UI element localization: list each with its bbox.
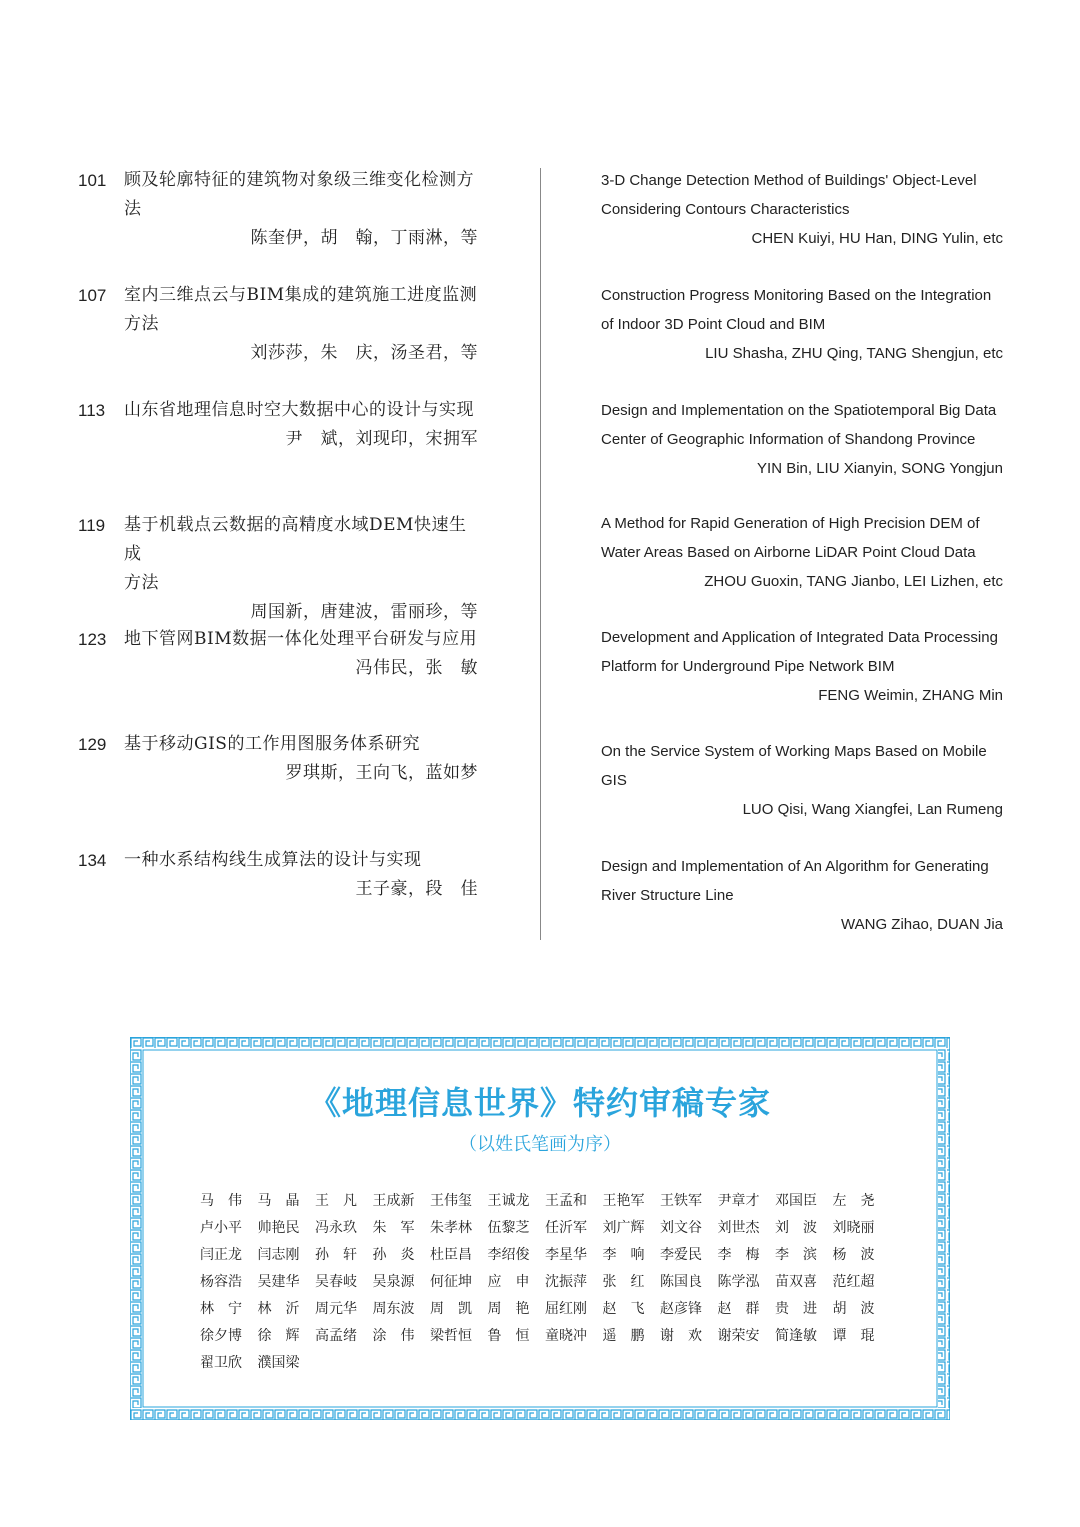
reviewer-name: 左 尧 [832, 1193, 875, 1209]
en-authors: YIN Bin, LIU Xianyin, SONG Yongjun [757, 460, 1003, 477]
reviewer-name: 鲁 恒 [487, 1328, 530, 1344]
en-title-line: Design and Implementation of An Algorithm for Generating [601, 858, 989, 875]
toc-entry-cn [78, 846, 478, 904]
reviewer-name: 涂 伟 [372, 1328, 415, 1344]
reviewer-name: 屈红刚 [545, 1301, 587, 1317]
en-authors: ZHOU Guoxin, TANG Jianbo, LEI Lizhen, etc [704, 573, 1003, 590]
reviewer-name: 何征坤 [430, 1274, 472, 1290]
reviewer-name: 赵 群 [717, 1301, 760, 1317]
reviewer-panel-subtitle: （以姓氏笔画为序） [459, 1134, 621, 1155]
reviewer-name: 胡 波 [832, 1301, 875, 1317]
reviewer-name: 周东波 [372, 1301, 415, 1317]
cn-title-line: 方法 [124, 573, 159, 593]
cn-title-line: 山东省地理信息时空大数据中心的设计与实现 [124, 400, 474, 420]
reviewer-name: 孙 轩 [315, 1247, 357, 1263]
cn-title-line: 地下管网BIM数据一体化处理平台研发与应用 [124, 629, 478, 649]
reviewer-name: 遥 鹏 [602, 1328, 645, 1344]
cn-title-line: 顾及轮廓特征的建筑物对象级三维变化检测方 [124, 170, 474, 190]
reviewer-name: 李绍俊 [487, 1247, 530, 1263]
reviewer-name: 贵 进 [775, 1301, 817, 1317]
reviewer-name: 李 响 [602, 1247, 645, 1263]
cn-title-line: 法 [124, 199, 142, 219]
toc-entry-en [601, 396, 1003, 483]
reviewer-name: 卢小平 [200, 1220, 242, 1236]
reviewer-panel-title: 《地理信息世界》特约审稿专家 [308, 1084, 771, 1122]
cn-authors: 尹 斌，刘现印，宋拥军 [285, 429, 478, 449]
en-title-line: Development and Application of Integrated Data Processing [601, 629, 998, 646]
toc-entry-en [601, 509, 1003, 596]
reviewer-name: 李星华 [545, 1247, 587, 1263]
reviewer-name: 刘广辉 [602, 1220, 645, 1236]
en-title-line: Construction Progress Monitoring Based on the Integration [601, 287, 992, 304]
en-authors: CHEN Kuiyi, HU Han, DING Yulin, etc [751, 230, 1003, 247]
reviewer-name: 邓国臣 [775, 1193, 817, 1209]
cn-authors: 陈奎伊，胡 翰，丁雨淋，等 [250, 228, 478, 248]
cn-authors: 冯伟民，张 敏 [355, 658, 478, 678]
reviewer-name: 冯永玖 [315, 1220, 357, 1236]
reviewer-name: 徐夕博 [200, 1328, 242, 1344]
reviewer-name: 梁哲恒 [430, 1328, 472, 1344]
en-title-line: On the Service System of Working Maps Based on Mobile [601, 743, 987, 760]
reviewer-name: 伍黎芝 [487, 1220, 530, 1236]
reviewer-name: 林 沂 [257, 1301, 300, 1317]
reviewer-name: 赵 飞 [602, 1301, 645, 1317]
reviewer-name: 任沂军 [545, 1220, 587, 1236]
reviewer-name: 高孟绪 [315, 1328, 357, 1344]
cn-title-line: 室内三维点云与BIM集成的建筑施工进度监测 [124, 285, 478, 305]
reviewer-name: 徐 辉 [257, 1328, 300, 1344]
reviewer-name: 谢荣安 [717, 1328, 760, 1344]
toc-entry-en [601, 852, 1003, 939]
reviewer-name: 赵彦锋 [660, 1301, 702, 1317]
reviewer-name: 王艳军 [602, 1193, 645, 1209]
page-number: 134 [78, 851, 107, 870]
reviewer-name: 帅艳民 [257, 1220, 300, 1236]
page-number: 113 [78, 401, 106, 420]
reviewer-name: 濮国梁 [257, 1355, 300, 1371]
toc-entry-en [601, 623, 1003, 710]
toc-entry-cn [78, 166, 478, 253]
toc-entry-cn [78, 281, 478, 368]
cn-authors: 王子豪，段 佳 [355, 879, 478, 899]
reviewer-name: 吴泉源 [372, 1274, 415, 1290]
toc-entry-en [601, 166, 1003, 253]
reviewer-name: 杨 波 [832, 1247, 875, 1263]
reviewer-name: 张 红 [602, 1274, 645, 1290]
en-authors: LIU Shasha, ZHU Qing, TANG Shengjun, etc [705, 345, 1003, 362]
toc-entry-cn [78, 511, 478, 627]
en-title-line: River Structure Line [601, 887, 734, 904]
reviewer-name: 王铁军 [660, 1193, 702, 1209]
reviewer-name: 陈学泓 [717, 1274, 760, 1290]
reviewer-name: 王诚龙 [487, 1193, 530, 1209]
reviewer-name: 林 宁 [200, 1301, 242, 1317]
en-authors: FENG Weimin, ZHANG Min [818, 687, 1003, 704]
reviewer-name: 杜臣昌 [430, 1247, 472, 1263]
reviewer-name: 马 晶 [257, 1193, 300, 1209]
reviewer-name: 朱孝林 [430, 1220, 472, 1236]
reviewer-names [200, 1188, 900, 1377]
page-number: 107 [78, 286, 107, 305]
cn-authors: 罗琪斯，王向飞，蓝如梦 [285, 763, 478, 783]
reviewer-name: 李 滨 [775, 1247, 817, 1263]
reviewer-name: 吴春岐 [315, 1274, 357, 1290]
en-title-line: 3-D Change Detection Method of Buildings' Object-Level [601, 172, 977, 189]
en-title-line: Considering Contours Characteristics [601, 201, 850, 218]
reviewer-name: 刘晓丽 [832, 1220, 875, 1236]
reviewer-name: 简逢敏 [775, 1328, 817, 1344]
toc-entry-cn [78, 625, 478, 683]
reviewer-name: 范红超 [832, 1274, 875, 1290]
reviewer-name: 刘 波 [775, 1220, 817, 1236]
reviewer-name: 吴建华 [257, 1274, 300, 1290]
en-title-line: Design and Implementation on the Spatiotemporal Big Data [601, 402, 997, 419]
reviewer-name: 童晓冲 [545, 1328, 587, 1344]
cn-title-line: 一种水系结构线生成算法的设计与实现 [124, 850, 422, 870]
reviewer-name: 翟卫欣 [200, 1355, 242, 1371]
toc-entry-cn [78, 730, 478, 788]
en-title-line: Platform for Underground Pipe Network BIM [601, 658, 895, 675]
reviewer-name: 刘文谷 [660, 1220, 702, 1236]
reviewer-name: 周 艳 [487, 1301, 530, 1317]
en-title-line: Center of Geographic Information of Shandong Province [601, 431, 976, 448]
reviewer-name: 陈国良 [660, 1274, 702, 1290]
cn-title-line: 方法 [124, 314, 159, 334]
reviewer-name: 朱 军 [372, 1220, 415, 1236]
reviewer-name: 王 凡 [315, 1193, 357, 1209]
reviewer-name: 杨容浩 [200, 1274, 242, 1290]
toc-entry-en [601, 281, 1003, 368]
reviewer-name: 应 申 [487, 1274, 530, 1290]
cn-authors: 周国新，唐建波，雷丽珍，等 [250, 602, 478, 622]
reviewer-name: 刘世杰 [717, 1220, 760, 1236]
reviewer-name: 闫正龙 [200, 1247, 242, 1263]
reviewer-name: 王孟和 [545, 1193, 587, 1209]
reviewer-name: 尹章才 [717, 1193, 760, 1209]
en-authors: WANG Zihao, DUAN Jia [841, 916, 1003, 933]
reviewer-name: 李爱民 [660, 1247, 702, 1263]
reviewer-name: 谭 琨 [832, 1328, 875, 1344]
page-number: 123 [78, 630, 107, 649]
reviewer-name: 王成新 [372, 1193, 415, 1209]
reviewer-name: 苗双喜 [775, 1274, 817, 1290]
en-title-line: A Method for Rapid Generation of High Precision DEM of [601, 515, 980, 532]
cn-authors: 刘莎莎，朱 庆，汤圣君，等 [250, 343, 478, 363]
page-number: 119 [78, 516, 106, 535]
page-number: 129 [78, 735, 107, 754]
reviewer-name: 谢 欢 [660, 1328, 702, 1344]
reviewer-name: 周 凯 [430, 1301, 472, 1317]
en-title-line: of Indoor 3D Point Cloud and BIM [601, 316, 826, 333]
reviewer-name: 闫志刚 [257, 1247, 300, 1263]
cn-title-line: 基于移动GIS的工作用图服务体系研究 [124, 734, 420, 754]
reviewer-name: 沈振萍 [545, 1274, 587, 1290]
en-authors: LUO Qisi, Wang Xiangfei, Lan Rumeng [742, 801, 1003, 818]
cn-title-line: 基于机载点云数据的高精度水域DEM快速生成 [124, 515, 467, 564]
column-divider [540, 168, 541, 940]
reviewer-name: 王伟玺 [430, 1193, 472, 1209]
reviewer-name: 马 伟 [200, 1193, 242, 1209]
en-title-line: GIS [601, 772, 627, 789]
toc-entry-cn [78, 396, 478, 454]
toc-entry-en [601, 737, 1003, 824]
page-number: 101 [78, 171, 107, 190]
reviewer-name: 周元华 [315, 1301, 357, 1317]
en-title-line: Water Areas Based on Airborne LiDAR Point Cloud Data [601, 544, 976, 561]
reviewer-name: 李 梅 [717, 1247, 760, 1263]
reviewer-name: 孙 炎 [372, 1247, 415, 1263]
